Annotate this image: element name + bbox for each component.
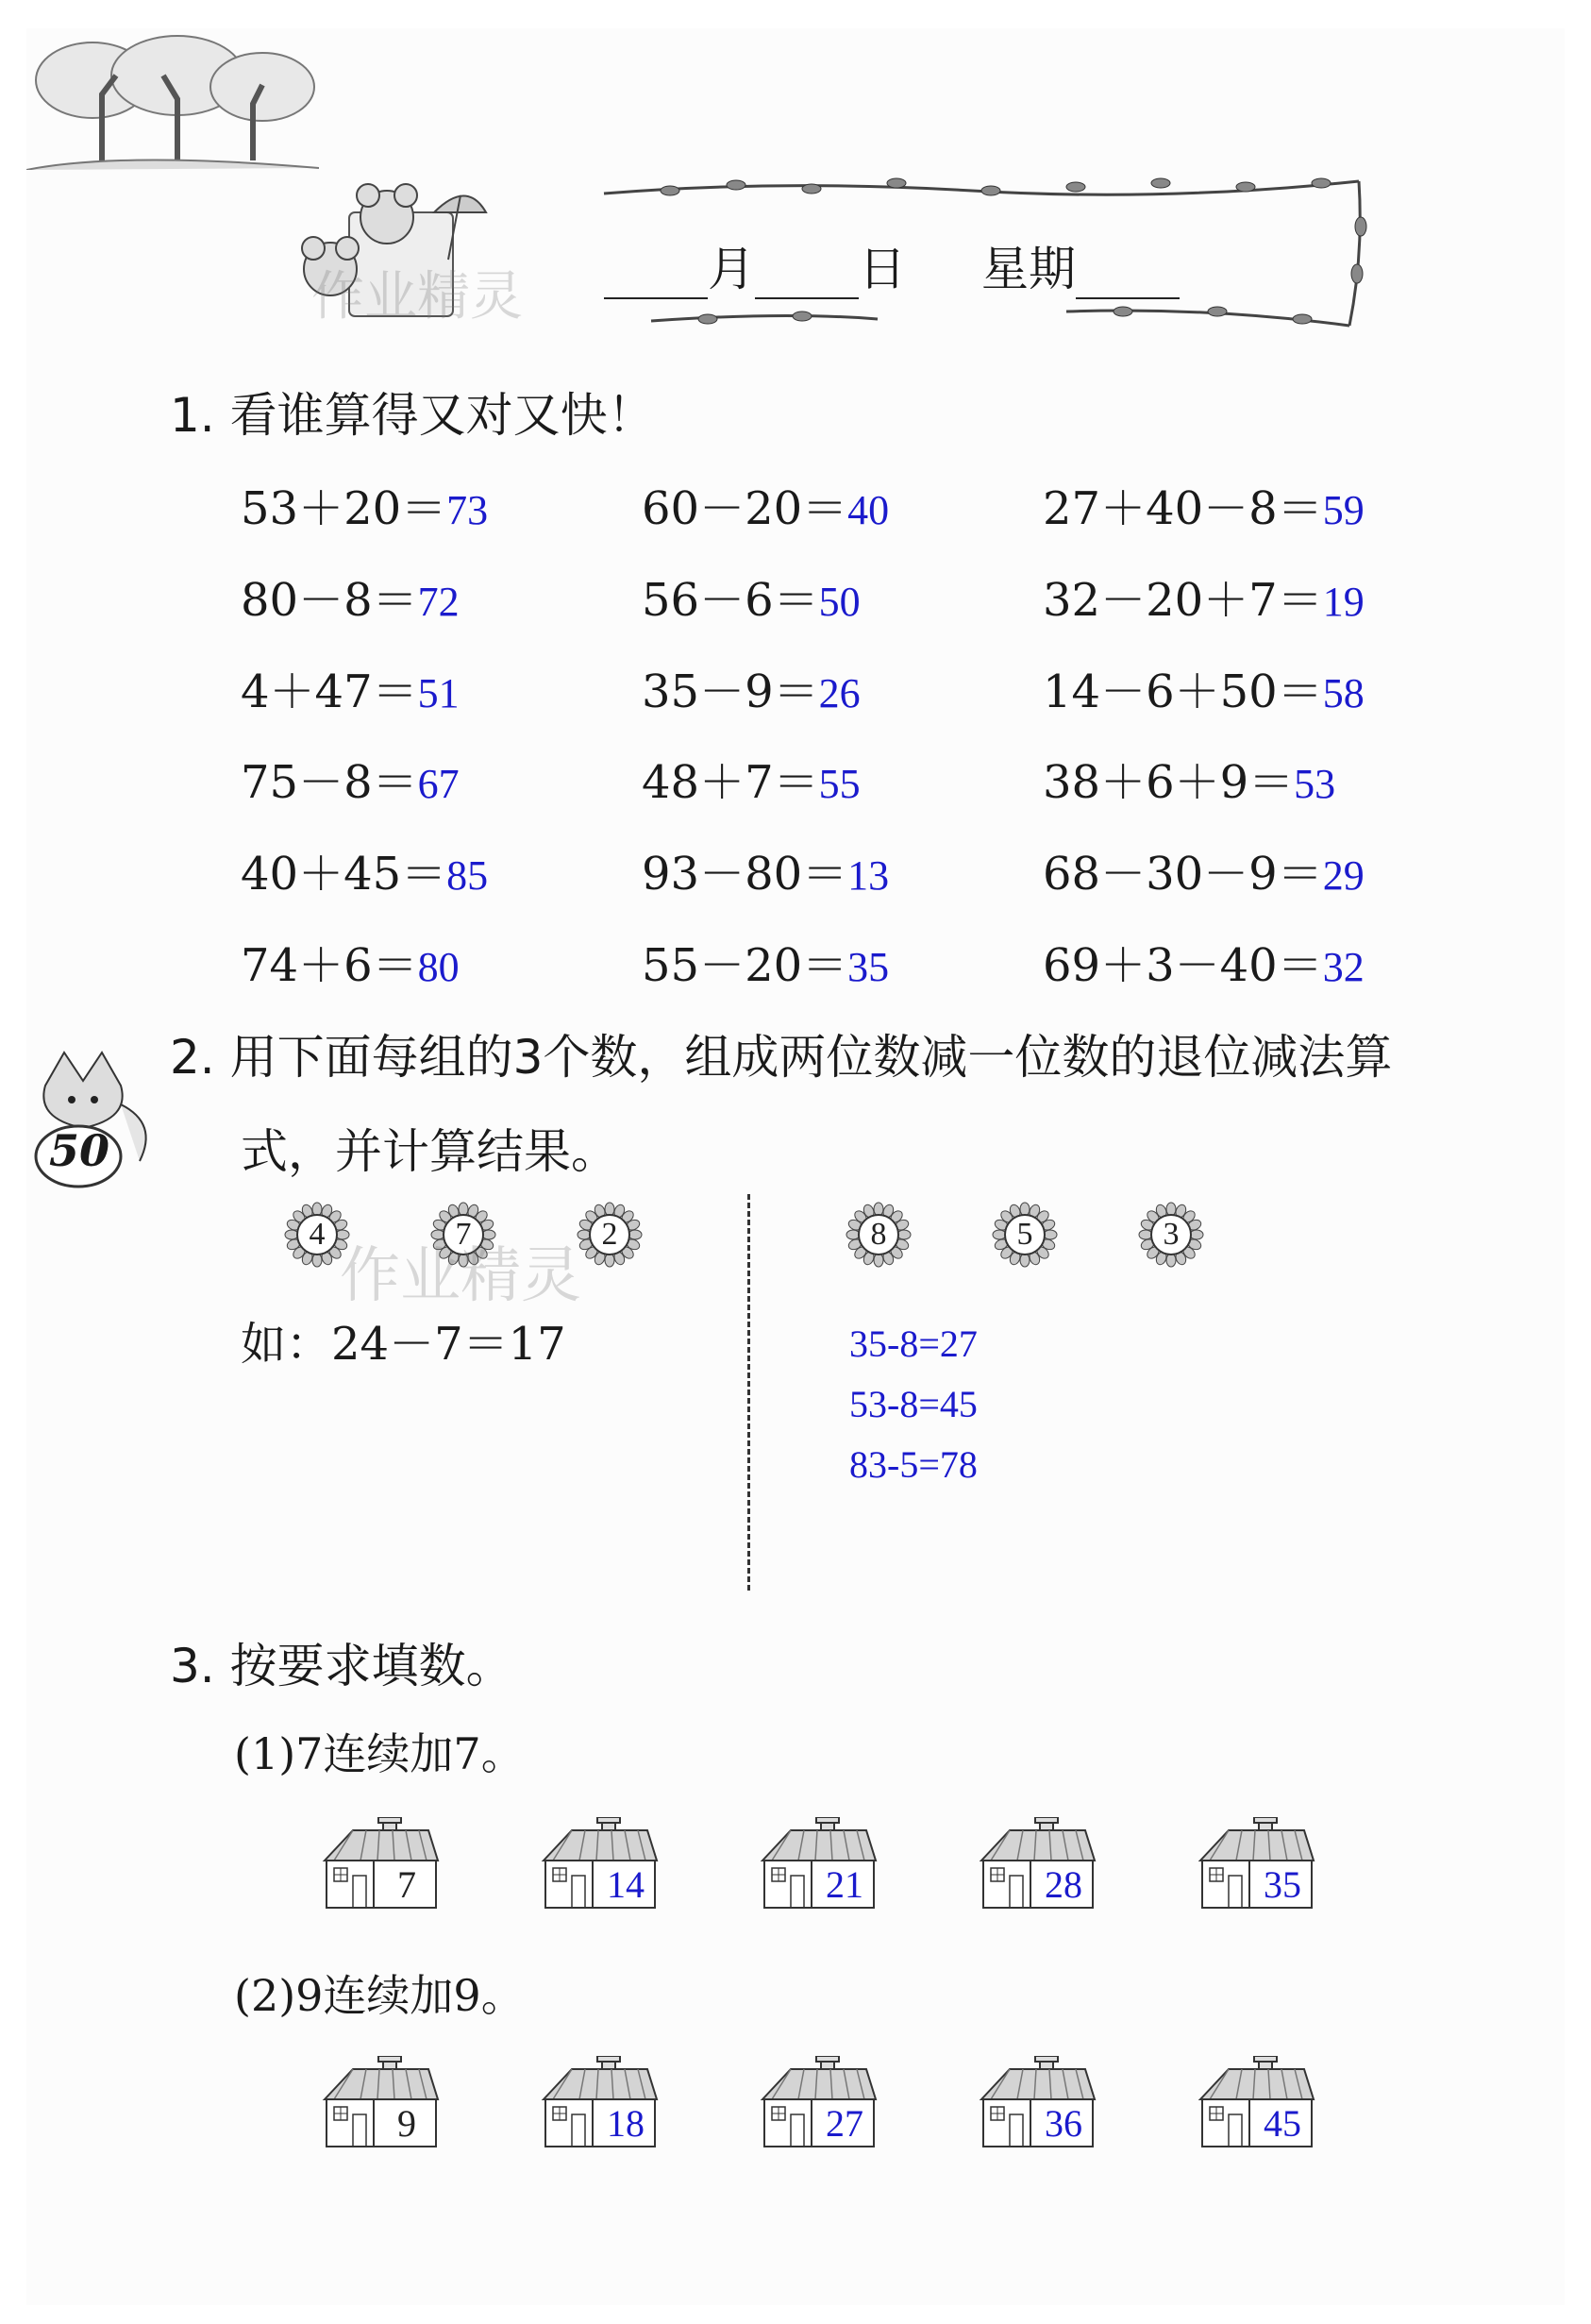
house-answer[interactable]: 18 xyxy=(607,2102,645,2145)
house-start-number: 9 xyxy=(397,2102,416,2145)
q1-equation xyxy=(642,564,861,629)
q1-equation xyxy=(1043,655,1365,720)
badge-number: 3 xyxy=(1163,1217,1180,1252)
equation-answer[interactable]: 59 xyxy=(1322,487,1365,533)
q2-answers xyxy=(849,1314,978,1495)
number-badge xyxy=(991,1201,1059,1269)
house-answer[interactable]: 21 xyxy=(826,1863,863,1906)
equation-answer[interactable]: 50 xyxy=(818,579,861,625)
equation-text: 80－8＝ xyxy=(241,574,418,627)
month-blank[interactable] xyxy=(604,254,708,299)
q1-equation xyxy=(241,472,488,537)
watermark-top: 作业精灵 xyxy=(311,266,523,328)
number-badge xyxy=(845,1201,913,1269)
equation-text: 93－80＝ xyxy=(642,848,848,901)
q1-title: 1. 看谁算得又对又快！ xyxy=(170,388,655,443)
q1-equation xyxy=(241,746,460,811)
equation-text: 75－8＝ xyxy=(241,756,418,809)
q2-answer-3: 83-5=78 xyxy=(849,1443,978,1486)
equation-answer[interactable]: 13 xyxy=(847,852,890,899)
equation-text: 48＋7＝ xyxy=(642,756,819,809)
equation-text: 68－30－9＝ xyxy=(1043,848,1323,901)
equation-answer[interactable]: 26 xyxy=(818,670,861,716)
equation-answer[interactable]: 19 xyxy=(1322,579,1365,625)
badge-number: 2 xyxy=(601,1217,618,1252)
number-house xyxy=(1195,1817,1317,1911)
house-answer[interactable]: 27 xyxy=(826,2102,863,2145)
house-answer[interactable]: 14 xyxy=(607,1863,645,1906)
equation-answer[interactable]: 40 xyxy=(847,487,890,533)
day-blank[interactable] xyxy=(755,254,859,299)
equation-text: 4＋47＝ xyxy=(241,665,418,718)
equation-text: 53＋20＝ xyxy=(241,482,447,535)
q2-answer-1: 35-8=27 xyxy=(849,1322,978,1365)
equation-answer[interactable]: 29 xyxy=(1322,852,1365,899)
equation-answer[interactable]: 58 xyxy=(1322,670,1365,716)
q1-equation xyxy=(642,472,889,537)
page-number: 50 xyxy=(48,1125,109,1176)
equation-answer[interactable]: 32 xyxy=(1322,944,1365,990)
badge-number: 7 xyxy=(455,1217,472,1252)
q2-example: 如：24－7＝17 xyxy=(241,1318,566,1371)
date-line xyxy=(604,231,1180,299)
equation-answer[interactable]: 80 xyxy=(417,944,460,990)
house-start-number: 7 xyxy=(397,1863,416,1906)
q1-equation xyxy=(1043,929,1365,994)
equation-text: 32－20＋7＝ xyxy=(1043,574,1323,627)
q1-equation xyxy=(241,655,460,720)
q2-title-line2: 式，并计算结果。 xyxy=(241,1124,618,1179)
equation-text: 74＋6＝ xyxy=(241,939,418,992)
equation-text: 14－6＋50＝ xyxy=(1043,665,1323,718)
weekday-label: 星期 xyxy=(981,242,1076,296)
equation-text: 27＋40－8＝ xyxy=(1043,482,1323,535)
q1-equation xyxy=(241,929,460,994)
q1-equation xyxy=(241,837,488,902)
number-badge xyxy=(576,1201,644,1269)
equation-answer[interactable]: 85 xyxy=(446,852,489,899)
number-house xyxy=(538,1817,661,1911)
number-house xyxy=(757,1817,879,1911)
number-house xyxy=(319,2056,442,2150)
q3-part2-label: (2)9连续加9。 xyxy=(234,1970,525,2021)
house-answer[interactable]: 28 xyxy=(1045,1863,1082,1906)
equation-text: 55－20＝ xyxy=(642,939,848,992)
house-answer[interactable]: 45 xyxy=(1264,2102,1301,2145)
equation-text: 60－20＝ xyxy=(642,482,848,535)
q1-equation xyxy=(642,655,861,720)
q1-equation xyxy=(642,746,861,811)
q1-equation xyxy=(642,929,889,994)
number-house xyxy=(538,2056,661,2150)
number-house xyxy=(757,2056,879,2150)
equation-answer[interactable]: 67 xyxy=(417,761,460,807)
q2-title-line1: 2. 用下面每组的3个数，组成两位数减一位数的退位减法算 xyxy=(170,1030,1393,1085)
watermark-middle: 作业精灵 xyxy=(340,1241,581,1311)
equation-text: 35－9＝ xyxy=(642,665,819,718)
number-house xyxy=(1195,2056,1317,2150)
q1-equation xyxy=(1043,564,1365,629)
equation-answer[interactable]: 73 xyxy=(446,487,489,533)
house-answer[interactable]: 35 xyxy=(1264,1863,1301,1906)
weekday-blank[interactable] xyxy=(1076,254,1180,299)
equation-answer[interactable]: 55 xyxy=(818,761,861,807)
badge-number: 8 xyxy=(870,1217,887,1252)
day-label: 日 xyxy=(859,242,906,296)
equation-answer[interactable]: 35 xyxy=(847,944,890,990)
q2-answer-2: 53-8=45 xyxy=(849,1383,978,1425)
badge-number: 5 xyxy=(1016,1217,1033,1252)
equation-text: 40＋45＝ xyxy=(241,848,447,901)
q1-equation xyxy=(1043,746,1335,811)
q1-equation xyxy=(1043,472,1365,537)
equation-answer[interactable]: 53 xyxy=(1294,761,1336,807)
equation-text: 69＋3－40＝ xyxy=(1043,939,1323,992)
q3-part1-label: (1)7连续加7。 xyxy=(234,1728,525,1779)
badge-number: 4 xyxy=(309,1217,326,1252)
number-house xyxy=(976,1817,1098,1911)
q2-divider xyxy=(747,1194,750,1591)
q1-equation xyxy=(241,564,460,629)
equation-text: 38＋6＋9＝ xyxy=(1043,756,1295,809)
number-house xyxy=(976,2056,1098,2150)
trees-illustration xyxy=(26,28,319,170)
equation-text: 56－6＝ xyxy=(642,574,819,627)
equation-answer[interactable]: 51 xyxy=(417,670,460,716)
month-label: 月 xyxy=(708,242,755,296)
q3-title: 3. 按要求填数。 xyxy=(170,1639,513,1693)
q1-equation xyxy=(642,837,889,902)
q1-equation xyxy=(1043,837,1365,902)
house-answer[interactable]: 36 xyxy=(1045,2102,1082,2145)
number-badge xyxy=(1137,1201,1205,1269)
number-house xyxy=(319,1817,442,1911)
equation-answer[interactable]: 72 xyxy=(417,579,460,625)
